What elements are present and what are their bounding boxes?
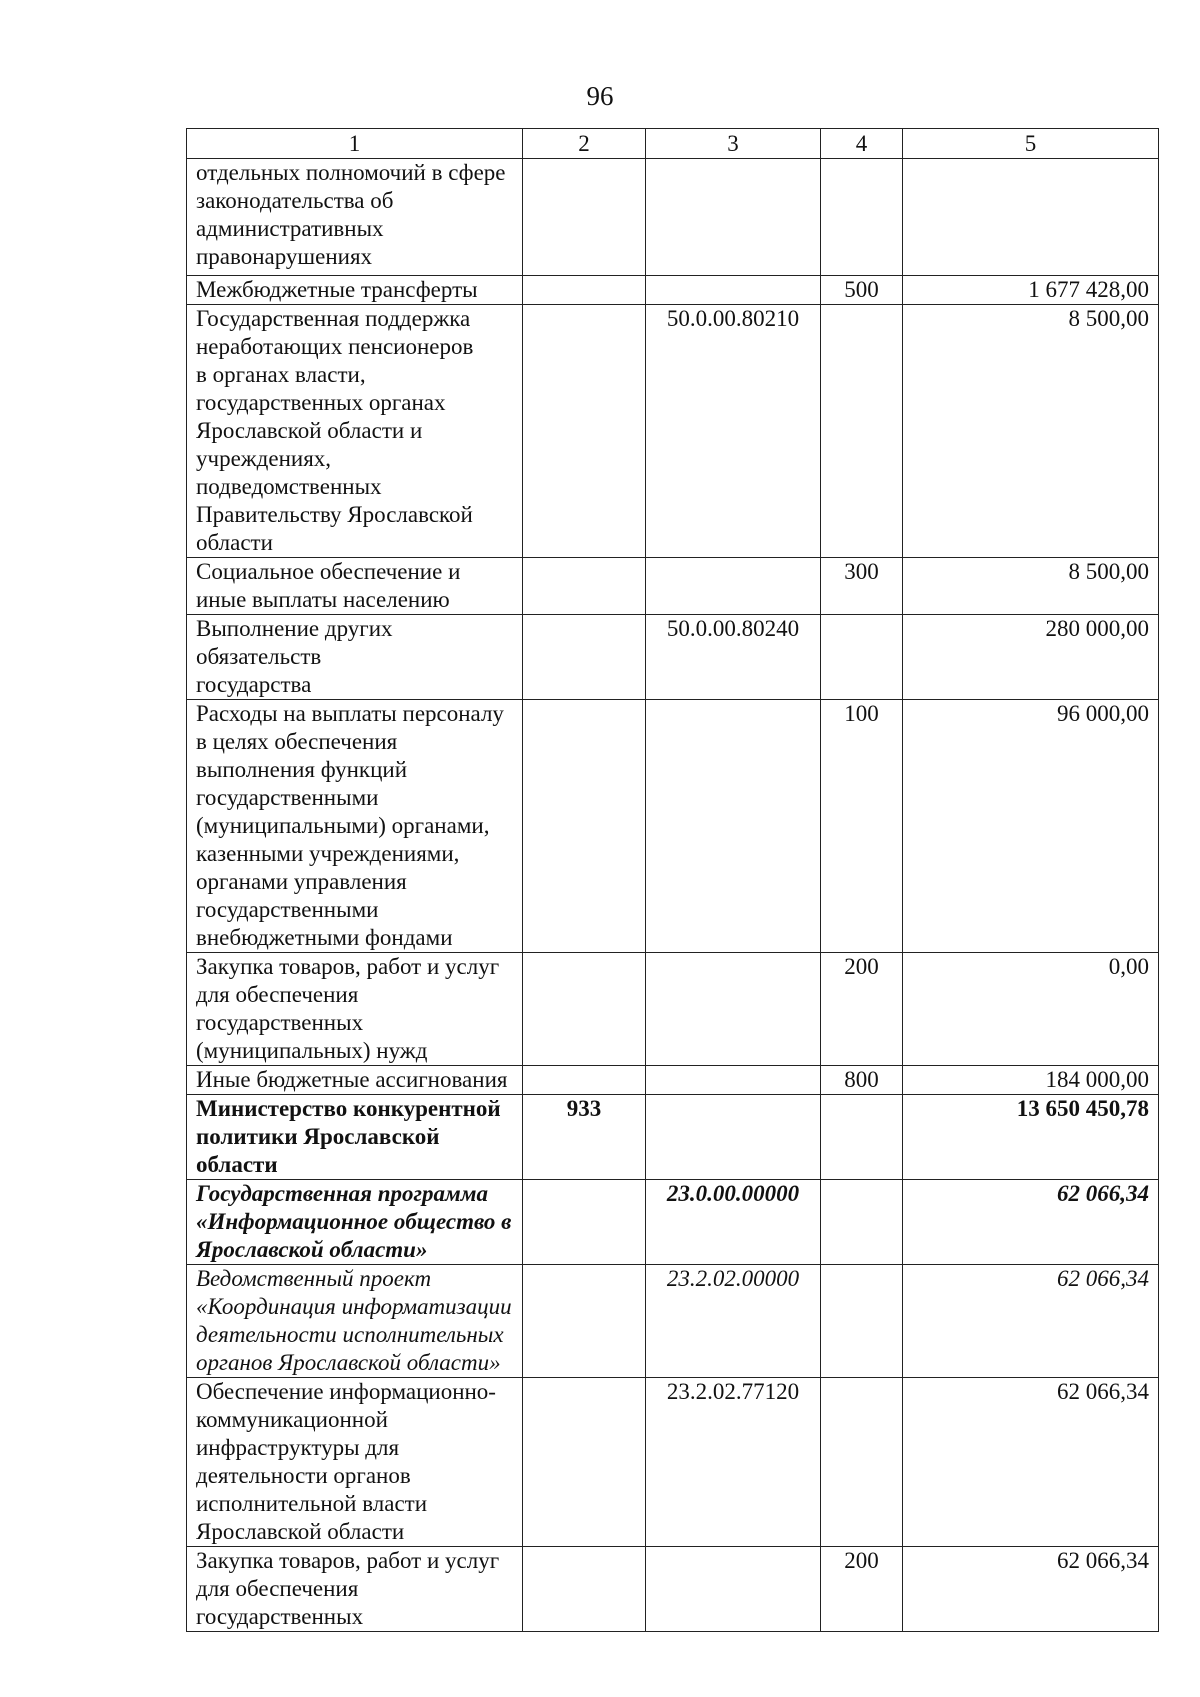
column-header-4: 4 bbox=[821, 129, 903, 159]
row-name: Ведомственный проект «Координация информатизации деятельности исполнительных органов Ярославской области» bbox=[187, 1265, 523, 1378]
row-target: 23.2.02.00000 bbox=[646, 1265, 821, 1378]
row-type bbox=[821, 1378, 903, 1547]
row-type bbox=[821, 1180, 903, 1265]
row-name: Межбюджетные трансферты bbox=[187, 276, 523, 305]
table-row bbox=[187, 953, 1159, 1066]
table-row bbox=[187, 305, 1159, 558]
row-type: 800 bbox=[821, 1066, 903, 1095]
budget-table bbox=[186, 128, 1159, 1632]
table-row bbox=[187, 1547, 1159, 1632]
row-name: Закупка товаров, работ и услуг для обеспечения государственных (муниципальных) нужд bbox=[187, 953, 523, 1066]
row-target bbox=[646, 1066, 821, 1095]
row-name: Государственная поддержка неработающих пенсионеров в органах власти, государственных органах Ярославской области и учреждениях, подведомственных Правительству Ярославской области bbox=[187, 305, 523, 558]
row-code: 933 bbox=[523, 1095, 646, 1180]
table-row bbox=[187, 276, 1159, 305]
row-type: 500 bbox=[821, 276, 903, 305]
row-code bbox=[523, 615, 646, 700]
row-target bbox=[646, 276, 821, 305]
row-amount: 1 677 428,00 bbox=[903, 276, 1159, 305]
row-code bbox=[523, 1547, 646, 1632]
table-row bbox=[187, 558, 1159, 615]
row-target bbox=[646, 953, 821, 1066]
row-code bbox=[523, 1180, 646, 1265]
page-number: 96 bbox=[586, 81, 614, 111]
row-code bbox=[523, 953, 646, 1066]
row-type: 100 bbox=[821, 700, 903, 953]
row-name: Выполнение других обязательств государства bbox=[187, 615, 523, 700]
row-amount: 62 066,34 bbox=[903, 1378, 1159, 1547]
row-target bbox=[646, 558, 821, 615]
row-amount: 280 000,00 bbox=[903, 615, 1159, 700]
row-code bbox=[523, 700, 646, 953]
row-type bbox=[821, 159, 903, 276]
row-code bbox=[523, 305, 646, 558]
row-code bbox=[523, 1265, 646, 1378]
row-code bbox=[523, 1066, 646, 1095]
table-row bbox=[187, 700, 1159, 953]
row-type bbox=[821, 615, 903, 700]
row-amount: 8 500,00 bbox=[903, 558, 1159, 615]
table-row bbox=[187, 1095, 1159, 1180]
column-header-3: 3 bbox=[646, 129, 821, 159]
table-header-row bbox=[187, 129, 1159, 159]
row-code bbox=[523, 1378, 646, 1547]
row-amount: 0,00 bbox=[903, 953, 1159, 1066]
table-row bbox=[187, 1265, 1159, 1378]
row-amount: 8 500,00 bbox=[903, 305, 1159, 558]
row-code bbox=[523, 276, 646, 305]
row-name: Обеспечение информационно-коммуникационной инфраструктуры для деятельности органов исполнительной власти Ярославской области bbox=[187, 1378, 523, 1547]
row-type bbox=[821, 1095, 903, 1180]
row-name: Расходы на выплаты персоналу в целях обеспечения выполнения функций государственными (муниципальными) органами, казенными учреждениями, органами управления государственными внебюджетными фондами bbox=[187, 700, 523, 953]
row-type: 300 bbox=[821, 558, 903, 615]
row-amount: 62 066,34 bbox=[903, 1180, 1159, 1265]
row-amount: 96 000,00 bbox=[903, 700, 1159, 953]
table-row bbox=[187, 1180, 1159, 1265]
row-code bbox=[523, 558, 646, 615]
row-target bbox=[646, 1095, 821, 1180]
row-target bbox=[646, 1547, 821, 1632]
row-amount: 13 650 450,78 bbox=[903, 1095, 1159, 1180]
row-name: Министерство конкурентной политики Ярославской области bbox=[187, 1095, 523, 1180]
row-target: 50.0.00.80210 bbox=[646, 305, 821, 558]
row-target bbox=[646, 700, 821, 953]
row-name: отдельных полномочий в сфере законодательства об административных правонарушениях bbox=[187, 159, 523, 276]
row-name: Закупка товаров, работ и услуг для обеспечения государственных bbox=[187, 1547, 523, 1632]
row-name: Государственная программа «Информационное общество в Ярославской области» bbox=[187, 1180, 523, 1265]
row-type bbox=[821, 1265, 903, 1378]
table-row bbox=[187, 159, 1159, 276]
column-header-1: 1 bbox=[187, 129, 523, 159]
row-amount: 184 000,00 bbox=[903, 1066, 1159, 1095]
row-target: 23.2.02.77120 bbox=[646, 1378, 821, 1547]
row-target: 23.0.00.00000 bbox=[646, 1180, 821, 1265]
table-row bbox=[187, 1378, 1159, 1547]
row-type bbox=[821, 305, 903, 558]
row-code bbox=[523, 159, 646, 276]
row-amount: 62 066,34 bbox=[903, 1265, 1159, 1378]
column-header-5: 5 bbox=[903, 129, 1159, 159]
row-type: 200 bbox=[821, 1547, 903, 1632]
row-amount: 62 066,34 bbox=[903, 1547, 1159, 1632]
row-target bbox=[646, 159, 821, 276]
row-name: Иные бюджетные ассигнования bbox=[187, 1066, 523, 1095]
row-type: 200 bbox=[821, 953, 903, 1066]
row-target: 50.0.00.80240 bbox=[646, 615, 821, 700]
row-amount bbox=[903, 159, 1159, 276]
row-name: Социальное обеспечение и иные выплаты населению bbox=[187, 558, 523, 615]
column-header-2: 2 bbox=[523, 129, 646, 159]
table-row bbox=[187, 615, 1159, 700]
table-row bbox=[187, 1066, 1159, 1095]
